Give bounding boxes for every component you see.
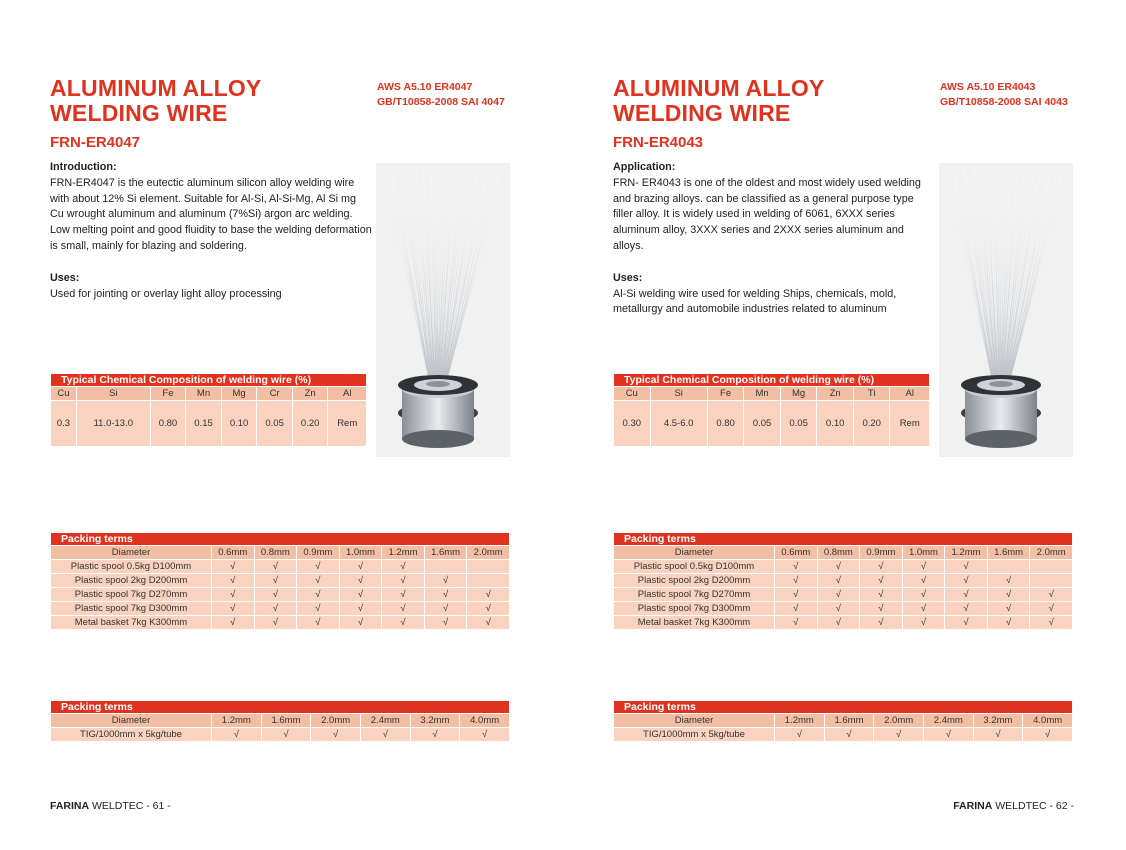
- row-label: Plastic spool 7kg D270mm: [51, 588, 212, 602]
- tig-packing-table: [613, 700, 1073, 742]
- size-header: 2.4mm: [360, 714, 410, 728]
- size-header: 2.4mm: [923, 714, 973, 728]
- element-value: Rem: [890, 401, 930, 447]
- title-line-2: WELDING WIRE: [613, 100, 791, 126]
- table-row: [614, 728, 1073, 742]
- element-value: Rem: [328, 401, 367, 447]
- check-cell: √: [987, 574, 1030, 588]
- uses-heading: Uses:: [50, 271, 80, 284]
- size-header: 2.0mm: [311, 714, 361, 728]
- check-cell: √: [817, 560, 860, 574]
- check-cell: √: [212, 616, 255, 630]
- check-cell: √: [902, 616, 945, 630]
- check-cell: √: [339, 574, 382, 588]
- check-cell: √: [987, 588, 1030, 602]
- check-cell: √: [860, 602, 903, 616]
- check-cell: √: [424, 574, 467, 588]
- table-row: [51, 616, 510, 630]
- element-header: Mn: [186, 387, 222, 401]
- title-line-1: ALUMINUM ALLOY: [50, 75, 262, 101]
- element-value: 0.05: [780, 401, 817, 447]
- check-cell: √: [382, 560, 425, 574]
- size-header: 3.2mm: [973, 714, 1023, 728]
- check-cell: √: [775, 588, 818, 602]
- size-header: 1.2mm: [212, 714, 262, 728]
- check-cell: √: [973, 728, 1023, 742]
- element-header: Cu: [51, 387, 77, 401]
- check-cell: √: [775, 728, 825, 742]
- size-header: 0.9mm: [297, 546, 340, 560]
- check-cell: √: [923, 728, 973, 742]
- check-cell: √: [424, 616, 467, 630]
- check-cell: √: [824, 728, 874, 742]
- check-cell: √: [775, 616, 818, 630]
- check-cell: √: [212, 588, 255, 602]
- row-label: TIG/1000mm x 5kg/tube: [51, 728, 212, 742]
- size-header: 1.6mm: [987, 546, 1030, 560]
- diameter-header: Diameter: [614, 546, 775, 560]
- check-cell: √: [860, 574, 903, 588]
- check-cell: √: [817, 616, 860, 630]
- size-header: 0.6mm: [212, 546, 255, 560]
- check-cell: √: [945, 588, 988, 602]
- check-cell: √: [467, 602, 510, 616]
- title-line-1: ALUMINUM ALLOY: [613, 75, 825, 101]
- check-cell: √: [339, 560, 382, 574]
- table-title: Packing terms: [51, 701, 510, 714]
- element-value: 0.30: [614, 401, 651, 447]
- size-header: 1.2mm: [775, 714, 825, 728]
- check-cell: √: [254, 560, 297, 574]
- product-model: FRN-ER4043: [613, 134, 704, 151]
- element-value: 0.80: [150, 401, 186, 447]
- table-row: [614, 560, 1073, 574]
- check-cell: [467, 560, 510, 574]
- standard-gbt: GB/T10858-2008 SAI 4043: [940, 96, 1068, 108]
- element-header: Zn: [817, 387, 854, 401]
- element-header: Cu: [614, 387, 651, 401]
- table-row: [614, 616, 1073, 630]
- size-header: 0.8mm: [817, 546, 860, 560]
- element-value: 0.05: [257, 401, 293, 447]
- check-cell: √: [874, 728, 924, 742]
- packing-terms-table: [50, 532, 510, 630]
- check-cell: √: [902, 588, 945, 602]
- check-cell: √: [382, 616, 425, 630]
- check-cell: √: [382, 574, 425, 588]
- footer-page-number: WELDTEC - 62 -: [995, 800, 1074, 812]
- check-cell: √: [339, 588, 382, 602]
- element-value: 11.0-13.0: [76, 401, 150, 447]
- check-cell: √: [297, 616, 340, 630]
- check-cell: √: [945, 616, 988, 630]
- element-header: Zn: [292, 387, 328, 401]
- chemical-composition-table: [50, 373, 367, 447]
- element-header: Al: [328, 387, 367, 401]
- size-header: 0.9mm: [860, 546, 903, 560]
- check-cell: √: [297, 602, 340, 616]
- check-cell: √: [775, 602, 818, 616]
- uses-text: Al-Si welding wire used for welding Ships, chemicals, mold, metallurgy and automobile industries related to aluminum: [613, 287, 897, 316]
- check-cell: √: [987, 602, 1030, 616]
- check-cell: √: [254, 574, 297, 588]
- size-header: 2.0mm: [467, 546, 510, 560]
- check-cell: √: [775, 574, 818, 588]
- check-cell: √: [254, 602, 297, 616]
- size-header: 1.2mm: [945, 546, 988, 560]
- table-title: Packing terms: [614, 701, 1073, 714]
- tig-packing-table: [50, 700, 510, 742]
- check-cell: √: [212, 728, 262, 742]
- element-value: 0.20: [853, 401, 890, 447]
- standard-aws: AWS A5.10 ER4047: [377, 81, 473, 93]
- check-cell: [1030, 574, 1073, 588]
- page-title: [50, 76, 261, 126]
- size-header: 3.2mm: [410, 714, 460, 728]
- check-cell: √: [860, 560, 903, 574]
- section-heading: Introduction:: [50, 161, 117, 173]
- size-header: 0.8mm: [254, 546, 297, 560]
- check-cell: √: [410, 728, 460, 742]
- row-label: Plastic spool 2kg D200mm: [614, 574, 775, 588]
- element-header: Mg: [221, 387, 257, 401]
- size-header: 1.6mm: [424, 546, 467, 560]
- check-cell: √: [945, 560, 988, 574]
- size-header: 1.6mm: [261, 714, 311, 728]
- check-cell: √: [460, 728, 510, 742]
- row-label: Plastic spool 7kg D300mm: [614, 602, 775, 616]
- check-cell: √: [339, 602, 382, 616]
- element-header: Si: [650, 387, 707, 401]
- check-cell: [1030, 560, 1073, 574]
- description: [613, 160, 935, 318]
- check-cell: √: [817, 602, 860, 616]
- element-value: 0.20: [292, 401, 328, 447]
- check-cell: √: [1030, 588, 1073, 602]
- table-row: [51, 574, 510, 588]
- packing-terms-table: [613, 532, 1073, 630]
- element-value: 0.10: [221, 401, 257, 447]
- row-label: TIG/1000mm x 5kg/tube: [614, 728, 775, 742]
- table-row: [51, 728, 510, 742]
- check-cell: √: [311, 728, 361, 742]
- element-value: 0.10: [817, 401, 854, 447]
- table-row: [51, 560, 510, 574]
- check-cell: [424, 560, 467, 574]
- check-cell: √: [1023, 728, 1073, 742]
- welding-wire-spool-photo: [939, 163, 1073, 457]
- check-cell: √: [382, 602, 425, 616]
- row-label: Metal basket 7kg K300mm: [614, 616, 775, 630]
- standard-gbt: GB/T10858-2008 SAI 4047: [377, 96, 505, 108]
- page-footer: [953, 800, 1074, 812]
- element-value: 4.5-6.0: [650, 401, 707, 447]
- description: [50, 160, 372, 302]
- table-title: Typical Chemical Composition of welding wire (%): [51, 374, 367, 387]
- check-cell: √: [297, 588, 340, 602]
- title-line-2: WELDING WIRE: [50, 100, 228, 126]
- diameter-header: Diameter: [614, 714, 775, 728]
- size-header: 1.0mm: [902, 546, 945, 560]
- element-header: Al: [890, 387, 930, 401]
- check-cell: √: [817, 574, 860, 588]
- footer-brand: FARINA: [50, 800, 90, 812]
- check-cell: √: [775, 560, 818, 574]
- element-value: 0.80: [707, 401, 744, 447]
- diameter-header: Diameter: [51, 714, 212, 728]
- table-row: [614, 588, 1073, 602]
- check-cell: √: [339, 616, 382, 630]
- element-value: 0.15: [186, 401, 222, 447]
- row-label: Plastic spool 0.5kg D100mm: [614, 560, 775, 574]
- element-value: 0.05: [744, 401, 781, 447]
- footer-brand: FARINA: [953, 800, 993, 812]
- check-cell: √: [297, 574, 340, 588]
- section-text: FRN- ER4043 is one of the oldest and most widely used welding and brazing alloys. can be classified as a general purpose type filler alloy. It is widely used in welding of 6061, 6XXX series aluminum alloy, 3XXX series and 2XXX series aluminum and alloys.: [613, 176, 921, 252]
- size-header: 1.6mm: [824, 714, 874, 728]
- check-cell: √: [424, 588, 467, 602]
- check-cell: √: [254, 588, 297, 602]
- table-title: Packing terms: [614, 533, 1073, 546]
- row-label: Plastic spool 7kg D300mm: [51, 602, 212, 616]
- right-page: [563, 0, 1126, 850]
- page-footer: [50, 800, 171, 812]
- check-cell: √: [902, 602, 945, 616]
- check-cell: √: [467, 616, 510, 630]
- row-label: Plastic spool 7kg D270mm: [614, 588, 775, 602]
- standard-aws: AWS A5.10 ER4043: [940, 81, 1036, 93]
- row-label: Plastic spool 2kg D200mm: [51, 574, 212, 588]
- element-header: Fe: [150, 387, 186, 401]
- element-header: Ti: [853, 387, 890, 401]
- check-cell: √: [1030, 602, 1073, 616]
- check-cell: √: [467, 588, 510, 602]
- check-cell: √: [987, 616, 1030, 630]
- size-header: 1.0mm: [339, 546, 382, 560]
- check-cell: √: [1030, 616, 1073, 630]
- check-cell: √: [817, 588, 860, 602]
- element-header: Cr: [257, 387, 293, 401]
- check-cell: √: [945, 602, 988, 616]
- size-header: 4.0mm: [1023, 714, 1073, 728]
- element-header: Si: [76, 387, 150, 401]
- row-label: Metal basket 7kg K300mm: [51, 616, 212, 630]
- check-cell: √: [902, 560, 945, 574]
- check-cell: √: [860, 616, 903, 630]
- check-cell: √: [297, 560, 340, 574]
- table-row: [51, 588, 510, 602]
- check-cell: √: [212, 560, 255, 574]
- element-header: Fe: [707, 387, 744, 401]
- table-title: Packing terms: [51, 533, 510, 546]
- check-cell: √: [212, 574, 255, 588]
- check-cell: √: [382, 588, 425, 602]
- check-cell: √: [254, 616, 297, 630]
- table-row: [614, 602, 1073, 616]
- diameter-header: Diameter: [51, 546, 212, 560]
- size-header: 2.0mm: [1030, 546, 1073, 560]
- check-cell: [467, 574, 510, 588]
- element-value: 0.3: [51, 401, 77, 447]
- check-cell: √: [424, 602, 467, 616]
- table-title: Typical Chemical Composition of welding wire (%): [614, 374, 930, 387]
- footer-page-number: WELDTEC - 61 -: [92, 800, 171, 812]
- element-header: Mn: [744, 387, 781, 401]
- check-cell: √: [860, 588, 903, 602]
- element-header: Mg: [780, 387, 817, 401]
- page-title: [613, 76, 824, 126]
- uses-text: Used for jointing or overlay light alloy processing: [50, 287, 282, 300]
- check-cell: √: [261, 728, 311, 742]
- size-header: 1.2mm: [382, 546, 425, 560]
- chemical-composition-table: [613, 373, 930, 447]
- product-model: FRN-ER4047: [50, 134, 141, 151]
- welding-wire-spool-photo: [376, 163, 510, 457]
- size-header: 0.6mm: [775, 546, 818, 560]
- uses-heading: Uses:: [613, 271, 643, 284]
- section-heading: Application:: [613, 161, 676, 173]
- check-cell: √: [360, 728, 410, 742]
- check-cell: √: [212, 602, 255, 616]
- table-row: [614, 574, 1073, 588]
- check-cell: √: [902, 574, 945, 588]
- size-header: 2.0mm: [874, 714, 924, 728]
- standards: [377, 80, 505, 110]
- row-label: Plastic spool 0.5kg D100mm: [51, 560, 212, 574]
- standards: [940, 80, 1068, 110]
- check-cell: [987, 560, 1030, 574]
- check-cell: √: [945, 574, 988, 588]
- size-header: 4.0mm: [460, 714, 510, 728]
- section-text: FRN-ER4047 is the eutectic aluminum silicon alloy welding wire with about 12% Si element. Suitable for Al-Si, Al-Si-Mg, Al Si mg Cu wrought aluminum and aluminum (7%Si) argon arc welding. Low melting point and good fluidity to base the welding deformation is small, mainly for blazing and soldering.: [50, 176, 372, 252]
- table-row: [51, 602, 510, 616]
